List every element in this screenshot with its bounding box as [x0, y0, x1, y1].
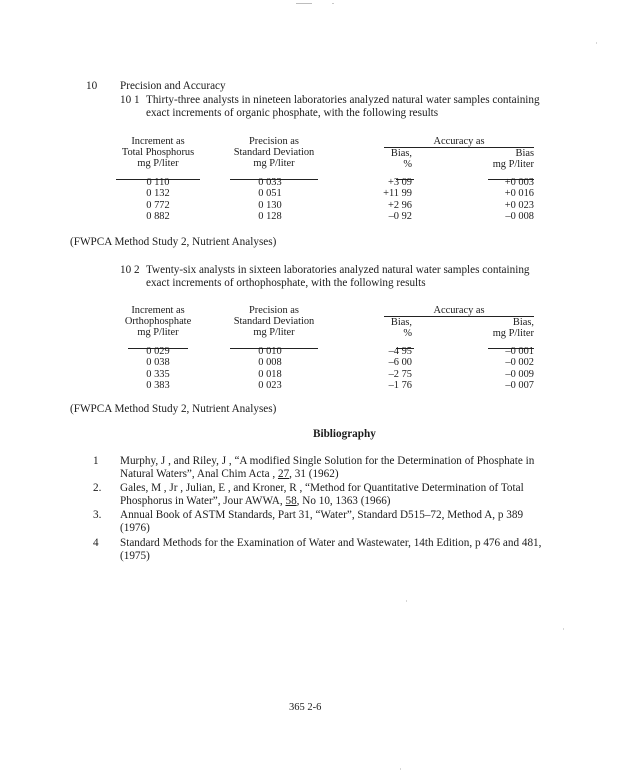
table-cell: 0 038	[146, 357, 170, 369]
subsection-2-line: exact increments of orthophosphate, with the following results	[146, 277, 426, 289]
reference-item: Murphy, J , and Riley, J , “A modified Single Solution for the Determination of Phosphate in Natural Waters”, Anal Chim Acta , 27, 31 (1962)	[120, 455, 535, 480]
section-title: Precision and Accuracy	[120, 80, 226, 92]
subsection-2-number: 10 2	[120, 264, 140, 276]
table-cell: +0 016	[504, 188, 534, 200]
table-cell: 0 130	[258, 199, 282, 211]
table-cell: –2 75	[388, 368, 412, 380]
table-cell: 0 033	[258, 177, 282, 188]
table-cell: 0 010	[258, 346, 282, 357]
table-cell: –4 95	[388, 346, 412, 357]
table-cell: 0 128	[258, 211, 282, 223]
table-1-column-bias-mg	[484, 177, 534, 223]
table-2-header-precision: Precision as Standard Deviation mg P/liter	[230, 305, 318, 349]
table-1-header-increment: Increment as Total Phosphorus mg P/liter	[118, 136, 198, 180]
table-cell: 0 335	[146, 368, 170, 380]
subsection-1-number: 10 1	[120, 94, 140, 106]
table-cell: –0 008	[505, 211, 534, 223]
scan-speck	[596, 42, 597, 44]
subsection-1-text	[146, 94, 556, 120]
scan-mark	[332, 3, 334, 4]
table-cell: 0 051	[258, 188, 282, 200]
table-cell: –0 007	[505, 380, 534, 392]
subsection-2-text	[146, 264, 556, 290]
table-1-accuracy-title: Accuracy as	[384, 136, 534, 148]
bibliography-title: Bibliography	[313, 428, 376, 440]
section-number: 10	[86, 80, 98, 92]
table-1-column-precision	[240, 177, 300, 223]
table-cell: 0 018	[258, 368, 282, 380]
table-cell: 0 029	[146, 346, 170, 357]
table-cell: 0 023	[258, 380, 282, 392]
table-2-column-bias-pct	[370, 346, 412, 392]
table-1-column-bias-pct	[370, 177, 412, 223]
table-cell: 0 132	[146, 188, 170, 200]
table-2-source: (FWPCA Method Study 2, Nutrient Analyses)	[70, 403, 277, 415]
subsection-2-line: Twenty-six analysts in sixteen laboratories analyzed natural water samples containing	[146, 264, 530, 276]
table-cell: –0 92	[388, 211, 412, 223]
page-number: 365 2-6	[289, 702, 322, 713]
table-2-column-precision	[240, 346, 300, 392]
table-cell: –0 001	[505, 346, 534, 357]
reference-item: Standard Methods for the Examination of Water and Wastewater, 14th Edition, p 476 and 481, (1975)	[120, 537, 542, 562]
reference-number: 2.	[93, 482, 102, 494]
table-2-header-bias-pct: Bias, %	[382, 317, 412, 349]
subsection-1-line: Thirty-three analysts in nineteen laboratories analyzed natural water samples containing	[146, 94, 540, 106]
table-cell: –1 76	[388, 380, 412, 392]
scan-speck	[400, 768, 401, 770]
table-cell: +0 023	[504, 199, 534, 211]
table-cell: –0 009	[505, 368, 534, 380]
table-1-header-precision: Precision as Standard Deviation mg P/liter	[230, 136, 318, 180]
scan-speck	[563, 628, 564, 630]
table-cell: +11 99	[383, 188, 412, 200]
table-2-accuracy-title: Accuracy as	[384, 305, 534, 317]
table-cell: 0 008	[258, 357, 282, 369]
table-2-header-increment: Increment as Orthophosphate mg P/liter	[118, 305, 198, 349]
table-1-source: (FWPCA Method Study 2, Nutrient Analyses)	[70, 236, 277, 248]
table-2-column-bias-mg	[484, 346, 534, 392]
table-1-column-increment	[128, 177, 188, 223]
table-cell: +0 003	[504, 177, 534, 188]
reference-item: Annual Book of ASTM Standards, Part 31, “Water”, Standard D515–72, Method A, p 389 (1976)	[120, 509, 524, 534]
table-2-column-increment	[128, 346, 188, 392]
subsection-1-line: exact increments of organic phosphate, with the following results	[146, 107, 439, 119]
table-cell: +2 96	[387, 199, 412, 211]
table-cell: –0 002	[505, 357, 534, 369]
table-cell: 0 383	[146, 380, 170, 392]
reference-item: Gales, M , Jr , Julian, E , and Kroner, R , “Method for Quantitative Determination of Total Phosphorus in Water”, Jour AWWA, 58, No 10, 1363 (1966)	[120, 482, 524, 507]
reference-number: 3.	[93, 509, 102, 521]
table-2-header-bias-mg: Bias, mg P/liter	[488, 317, 534, 349]
reference-number: 4	[93, 537, 99, 549]
table-cell: +3 09	[387, 177, 412, 188]
table-cell: 0 110	[146, 177, 170, 188]
table-cell: –6 00	[388, 357, 412, 369]
table-1-header-bias-mg: Bias mg P/liter	[488, 148, 534, 180]
scan-mark	[296, 3, 312, 4]
scan-speck	[406, 600, 407, 602]
reference-number: 1	[93, 455, 99, 467]
table-cell: 0 772	[146, 199, 170, 211]
table-1-header-bias-pct: Bias, %	[382, 148, 412, 180]
table-cell: 0 882	[146, 211, 170, 223]
